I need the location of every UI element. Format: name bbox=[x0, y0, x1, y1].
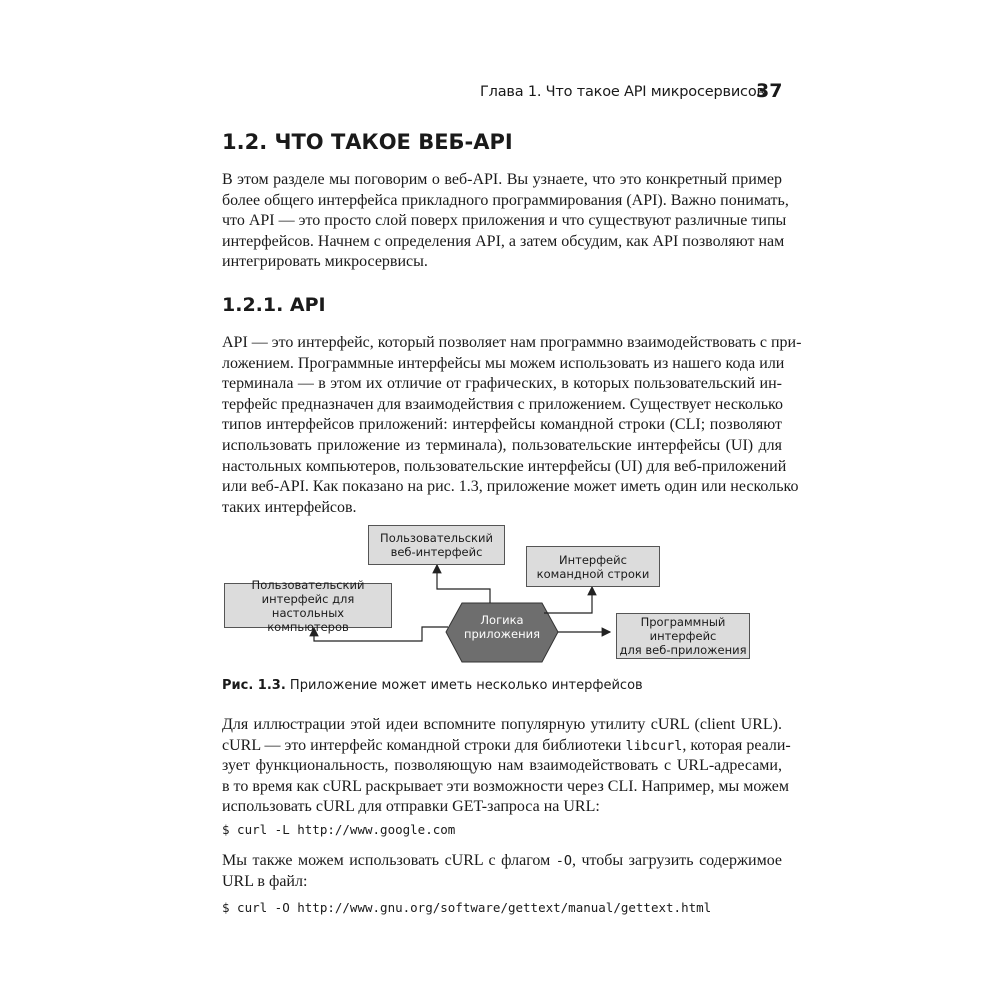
text-line: терфейс предназначен для взаимодействия с приложением. Существует несколько bbox=[222, 395, 783, 413]
box-label-line: для веб-приложения bbox=[619, 643, 747, 657]
text-line bbox=[222, 736, 791, 757]
text-line: терминала — в этом их отличие от графических, в которых пользовательский ин- bbox=[222, 375, 782, 393]
box-web-api bbox=[616, 613, 750, 659]
text-line: что API — это просто слой поверх приложения и что существуют различные типы bbox=[222, 212, 787, 230]
figure-caption bbox=[222, 678, 643, 693]
section-title: 1.2. ЧТО ТАКОЕ ВЕБ-API bbox=[222, 130, 513, 154]
box-label-line: Программный bbox=[640, 615, 726, 629]
box-label-line: веб-интерфейс bbox=[390, 545, 483, 559]
text-line: настольных компьютеров, пользовательские интерфейсы (UI) для веб-приложений bbox=[222, 457, 787, 475]
page-number: 37 bbox=[756, 80, 783, 102]
intro-paragraph bbox=[222, 170, 789, 273]
text-run: , которая реали- bbox=[682, 736, 791, 754]
text-run: Мы также можем использовать cURL с флагом bbox=[222, 852, 556, 869]
text-line: использовать приложение из терминала), пользовательские интерфейсы (UI) для bbox=[222, 436, 782, 454]
box-cli bbox=[526, 546, 660, 587]
text-run: , чтобы загрузить содержимое bbox=[571, 852, 782, 869]
caption-text: Приложение может иметь несколько интерфейсов bbox=[285, 678, 643, 693]
connector-cli bbox=[544, 587, 592, 613]
box-desktop-ui bbox=[224, 577, 392, 634]
logic-label bbox=[452, 613, 552, 641]
text-line: интегрировать микросервисы. bbox=[222, 253, 428, 271]
text-run: cURL — это интерфейс командной строки для библиотеки bbox=[222, 736, 626, 754]
text-line: использовать cURL для отправки GET-запроса на URL: bbox=[222, 798, 600, 816]
text-line: зует функциональность, позволяющую нам взаимодействовать с URL-адресами, bbox=[222, 757, 782, 775]
logic-label-line: Логика bbox=[480, 613, 524, 627]
figure-1-3 bbox=[222, 515, 782, 665]
text-line bbox=[222, 851, 782, 872]
text-line: ложением. Программные интерфейсы мы можем использовать из нашего кода или bbox=[222, 354, 785, 372]
running-head: Глава 1. Что такое API микросервисов bbox=[480, 84, 765, 100]
connector-web-ui bbox=[437, 565, 490, 603]
text-line: интерфейсов. Начнем с определения API, а затем обсудим, как API позволяют нам bbox=[222, 232, 785, 250]
text-line: таких интерфейсов. bbox=[222, 498, 357, 516]
text-line: API — это интерфейс, который позволяет нам программно взаимодействовать с при- bbox=[222, 334, 802, 351]
text-line: более общего интерфейса прикладного программирования (API). Важно понимать, bbox=[222, 191, 789, 209]
curl-paragraph bbox=[222, 715, 791, 818]
text-line: или веб-API. Как показано на рис. 1.3, приложение может иметь один или несколько bbox=[222, 478, 799, 496]
box-label-line: командной строки bbox=[536, 566, 650, 581]
box-web-ui bbox=[368, 525, 505, 565]
code-block-curl-download: $ curl -O http://www.gnu.org/software/gettext/manual/gettext.html bbox=[222, 900, 712, 915]
box-label-line: Интерфейс bbox=[559, 552, 627, 567]
text-line: URL в файл: bbox=[222, 872, 308, 890]
text-line: типов интерфейсов приложений: интерфейсы командной строки (CLI; позволяют bbox=[222, 416, 782, 434]
box-label-line: компьютеров bbox=[267, 619, 349, 634]
subsection-title: 1.2.1. API bbox=[222, 294, 326, 316]
text-line: в то время как cURL раскрывает эти возможности через CLI. Например, мы можем bbox=[222, 777, 790, 795]
logic-label-line: приложения bbox=[463, 627, 541, 641]
box-label-line: Пользовательский bbox=[380, 531, 493, 545]
inline-code: libcurl bbox=[625, 737, 683, 754]
text-line: В этом разделе мы поговорим о веб-API. Вы узнаете, что это конкретный пример bbox=[222, 171, 782, 188]
curl-flag-paragraph bbox=[222, 851, 782, 892]
code-block-curl-get: $ curl -L http://www.google.com bbox=[222, 822, 456, 837]
api-paragraph bbox=[222, 333, 802, 518]
box-label-line: интерфейс для настольных bbox=[261, 591, 355, 620]
box-label-line: интерфейс bbox=[649, 629, 717, 643]
caption-label: Рис. 1.3. bbox=[222, 678, 286, 693]
inline-code: -O bbox=[555, 853, 572, 869]
text-line: Для иллюстрации этой идеи вспомните популярную утилиту cURL (client URL). bbox=[222, 716, 782, 733]
box-label-line: Пользовательский bbox=[251, 577, 365, 592]
